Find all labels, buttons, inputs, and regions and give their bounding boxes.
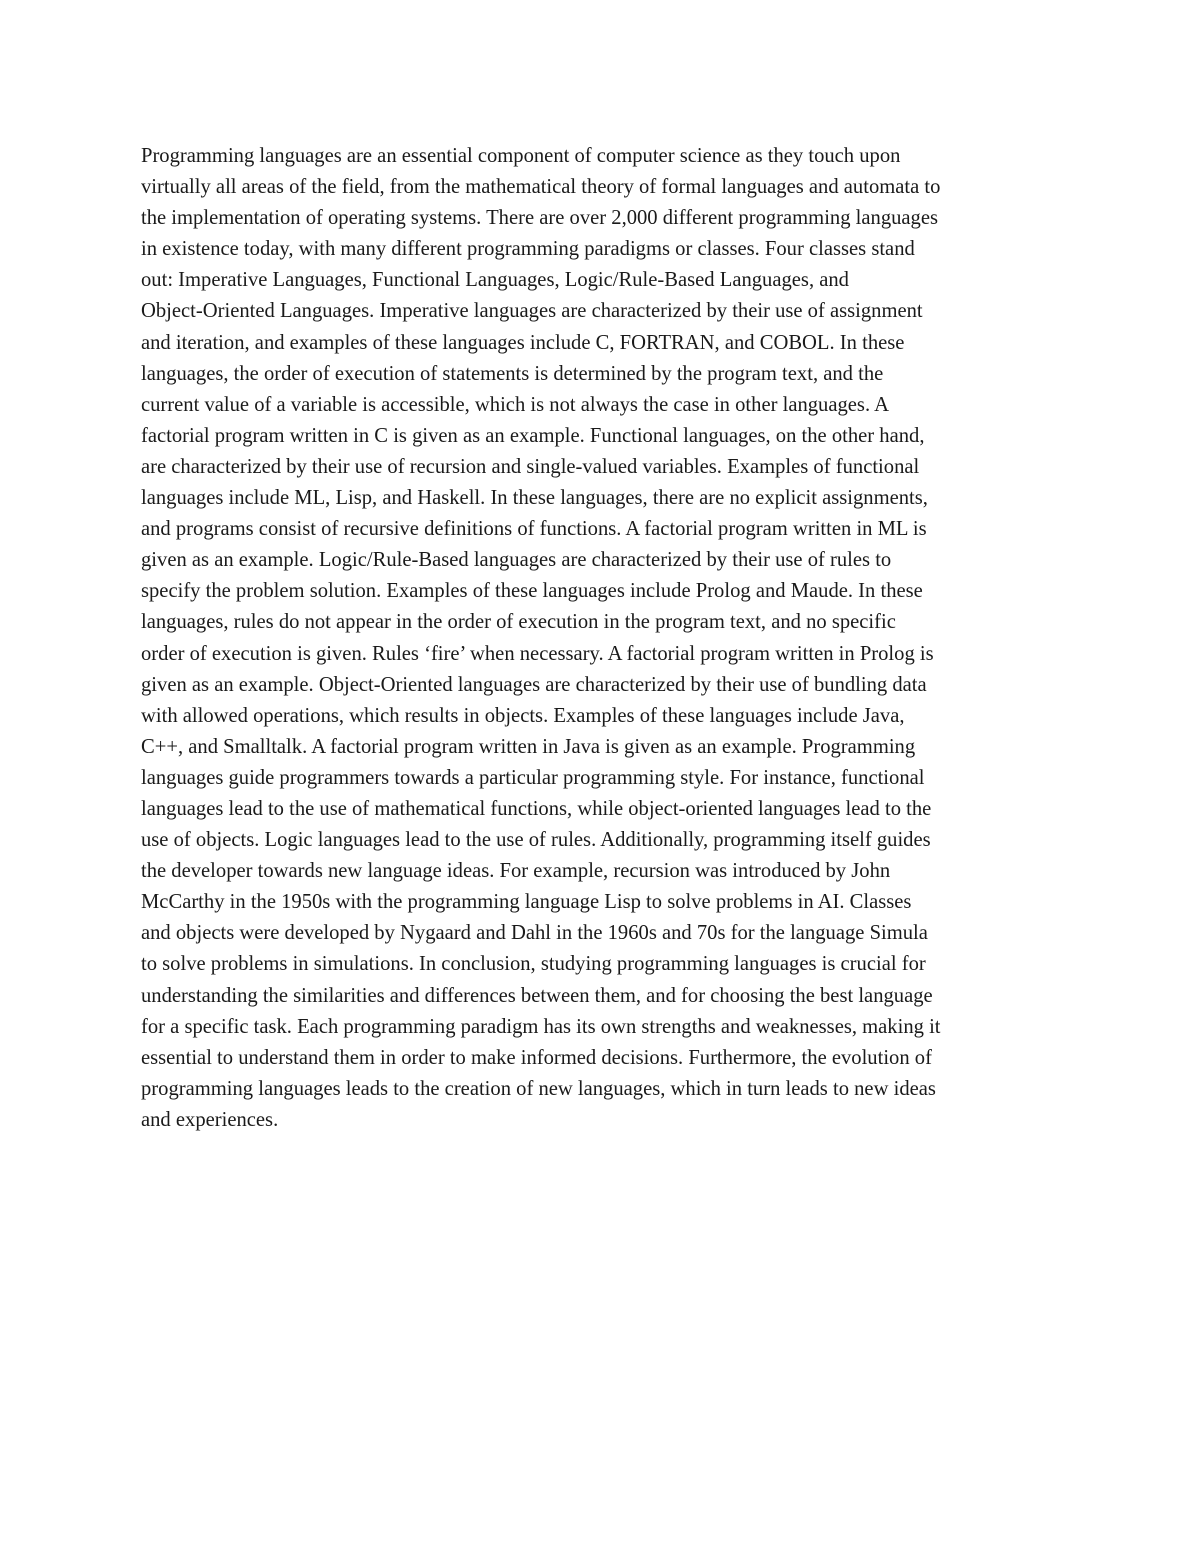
paragraph-line: Programming languages are an essential component of computer science as they touch upon [141,145,901,167]
paragraph-line: languages include ML, Lisp, and Haskell. In these languages, there are no explicit assignments, [141,487,928,510]
paragraph-line: out: Imperative Languages, Functional Languages, Logic/Rule-Based Languages, and [141,269,849,292]
paragraph-line: understanding the similarities and differences between them, and for choosing the best language [141,984,933,1007]
paragraph-line: given as an example. Logic/Rule-Based languages are characterized by their use of rules to [141,549,892,572]
paragraph-line: virtually all areas of the field, from the mathematical theory of formal languages and automata to [141,176,941,199]
paragraph-line: factorial program written in C is given as an example. Functional languages, on the other hand, [141,424,925,447]
paragraph-line: the implementation of operating systems. There are over 2,000 different programming languages [141,207,939,230]
paragraph-line: the developer towards new language ideas. For example, recursion was introduced by John [141,860,891,883]
paragraph-line: given as an example. Object-Oriented languages are characterized by their use of bundling data [141,673,927,696]
body-paragraph [141,141,1071,1136]
paragraph-line: and objects were developed by Nygaard and Dahl in the 1960s and 70s for the language Simula [141,922,928,945]
paragraph-line: to solve problems in simulations. In conclusion, studying programming languages is crucial for [141,953,926,976]
paragraph-line: with allowed operations, which results in objects. Examples of these languages include Java, [141,704,905,727]
paragraph-line: Object-Oriented Languages. Imperative languages are characterized by their use of assignment [141,300,923,323]
paragraph-line: essential to understand them in order to make informed decisions. Furthermore, the evolution of [141,1046,932,1069]
paragraph-line: languages lead to the use of mathematical functions, while object-oriented languages lead to the [141,797,932,820]
paragraph-line: specify the problem solution. Examples of these languages include Prolog and Maude. In these [141,580,923,603]
paragraph-line: and iteration, and examples of these languages include C, FORTRAN, and COBOL. In these [141,331,905,354]
paragraph-line: languages, rules do not appear in the order of execution in the program text, and no specific [141,611,896,634]
paragraph-line: and experiences. [141,1108,279,1131]
paragraph-line: languages, the order of execution of statements is determined by the program text, and the [141,362,884,385]
paragraph-line: order of execution is given. Rules ‘fire’ when necessary. A factorial program written in Prolog is [141,642,934,665]
paragraph-line: current value of a variable is accessible, which is not always the case in other languages. A [141,393,889,416]
paragraph-line: languages guide programmers towards a particular programming style. For instance, functional [141,766,925,789]
paragraph-line: are characterized by their use of recursion and single-valued variables. Examples of functional [141,455,920,478]
paragraph-line: use of objects. Logic languages lead to the use of rules. Additionally, programming itself guides [141,829,931,852]
paragraph-line: McCarthy in the 1950s with the programming language Lisp to solve problems in AI. Classes [141,891,912,914]
paragraph-line: and programs consist of recursive definitions of functions. A factorial program written in ML is [141,518,927,541]
paragraph-line: C++, and Smalltalk. A factorial program written in Java is given as an example. Programming [141,735,916,758]
paragraph-line: for a specific task. Each programming paradigm has its own strengths and weaknesses, making it [141,1015,941,1038]
paragraph-line: programming languages leads to the creation of new languages, which in turn leads to new ideas [141,1077,936,1100]
paragraph-line: in existence today, with many different programming paradigms or classes. Four classes stand [141,238,915,261]
